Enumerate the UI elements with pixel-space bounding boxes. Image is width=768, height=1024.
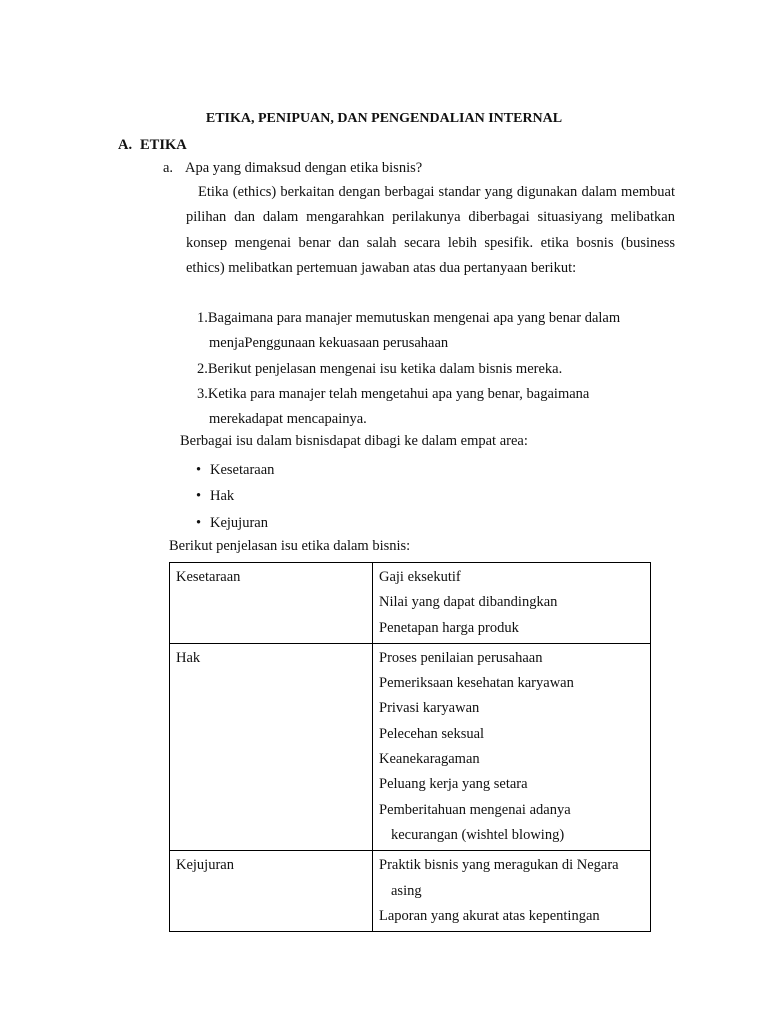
numbered-item-continuation: merekadapat mencapainya. bbox=[209, 411, 367, 428]
numbered-item-text: 2.Berikut penjelasan mengenai isu ketika dalam bisnis mereka. bbox=[197, 360, 563, 377]
table-caption: Berikut penjelasan isu etika dalam bisnis: bbox=[169, 538, 411, 554]
category-label: Hak bbox=[176, 649, 201, 666]
list-item bbox=[196, 457, 274, 483]
document-title: ETIKA, PENIPUAN, DAN PENGENDALIAN INTERNAL bbox=[205, 111, 563, 126]
issue-item: Pemeriksaan kesehatan karyawan bbox=[379, 675, 574, 692]
category-label: Kesetaraan bbox=[176, 569, 241, 585]
issue-item: Gaji eksekutif bbox=[379, 569, 461, 585]
bullet-icon: • bbox=[196, 488, 202, 505]
issue-item-continuation: asing bbox=[391, 882, 422, 899]
category-label: Kejujuran bbox=[176, 857, 234, 874]
section-heading bbox=[118, 136, 187, 154]
bullet-text: Hak bbox=[210, 488, 235, 505]
table-cell-category bbox=[170, 851, 373, 932]
table-row bbox=[170, 643, 651, 850]
issue-item: Keanekaragaman bbox=[379, 751, 480, 768]
table-cell-items bbox=[373, 563, 651, 644]
list-item bbox=[196, 510, 274, 536]
areas-intro: Berbagai isu dalam bisnisdapat dibagi ke dalam empat area: bbox=[180, 433, 528, 449]
table-cell-category bbox=[170, 563, 373, 644]
bullet-icon: • bbox=[196, 462, 202, 478]
question-text: Apa yang dimaksud dengan etika bisnis? bbox=[185, 160, 423, 176]
bullet-list bbox=[196, 457, 274, 536]
issue-item: Laporan yang akurat atas kepentingan bbox=[379, 907, 600, 924]
issue-item: Pemberitahuan mengenai adanya bbox=[379, 801, 571, 818]
bullet-icon: • bbox=[196, 514, 202, 531]
definition-paragraph: Etika (ethics) berkaitan dengan berbagai standar yang digunakan dalam membuat pilihan dan dalam mengarahkan perilakunya diberbagai situasiyang melibatkan konsep mengenai benar dan salah secara lebih spesifik. etika bosnis (business ethics) melibatkan pertemuan jawaban atas dua pertanyaan berikut: bbox=[186, 184, 675, 276]
list-item bbox=[196, 483, 274, 509]
ethics-issues-table bbox=[169, 562, 651, 932]
table-cell-category bbox=[170, 643, 373, 850]
issue-item: Nilai yang dapat dibandingkan bbox=[379, 594, 558, 611]
question-line bbox=[163, 159, 422, 177]
section-number: A. bbox=[118, 137, 133, 153]
issue-item: Proses penilaian perusahaan bbox=[379, 649, 543, 666]
question-number: a. bbox=[163, 160, 174, 176]
table-row bbox=[170, 563, 651, 644]
issue-item: Praktik bisnis yang meragukan di Negara bbox=[379, 857, 619, 874]
numbered-item-continuation: menjaPenggunaan kekuasaan perusahaan bbox=[209, 335, 449, 352]
table-cell-items bbox=[373, 643, 651, 850]
numbered-item-text: 1.Bagaimana para manajer memutuskan mengenai apa yang benar dalam bbox=[197, 310, 621, 326]
numbered-item bbox=[197, 357, 677, 382]
issue-item: Pelecehan seksual bbox=[379, 725, 485, 742]
issue-item: Penetapan harga produk bbox=[379, 619, 519, 636]
section-title: ETIKA bbox=[140, 137, 187, 153]
numbered-item-text: 3.Ketika para manajer telah mengetahui apa yang benar, bagaimana bbox=[197, 385, 590, 402]
bullet-text: Kesetaraan bbox=[210, 462, 275, 478]
numbered-item bbox=[197, 306, 677, 357]
table-cell-items bbox=[373, 851, 651, 932]
table-row bbox=[170, 851, 651, 932]
issue-item-continuation: kecurangan (wishtel blowing) bbox=[391, 826, 565, 843]
bullet-text: Kejujuran bbox=[210, 514, 268, 531]
numbered-list bbox=[197, 306, 677, 432]
issue-item: Privasi karyawan bbox=[379, 700, 480, 717]
numbered-item bbox=[197, 382, 677, 433]
issue-item: Peluang kerja yang setara bbox=[379, 776, 528, 793]
